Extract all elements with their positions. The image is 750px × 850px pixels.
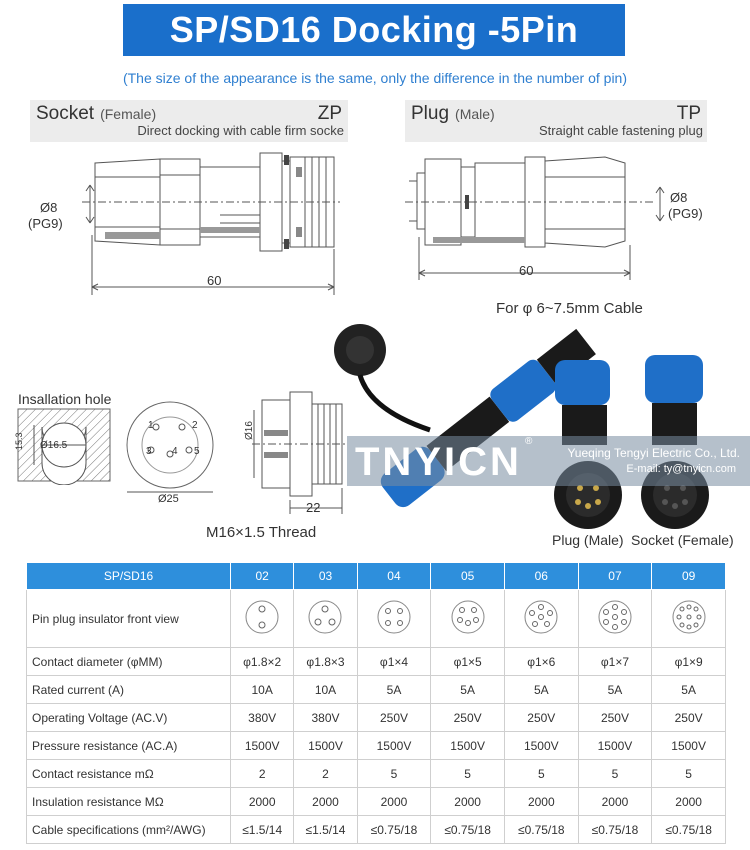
photo-plug-label: Plug (Male) — [552, 532, 624, 548]
spec-cell: 5A — [504, 676, 578, 704]
spec-cell: ≤1.5/14 — [294, 816, 357, 844]
plug-gender: (Male) — [455, 106, 495, 122]
cable-note: For φ 6~7.5mm Cable — [496, 300, 643, 317]
spec-cell: 5A — [357, 676, 431, 704]
spec-row — [27, 788, 726, 816]
socket-length: 60 — [207, 273, 222, 288]
spec-header-pins: 06 — [504, 563, 578, 590]
spec-cell: 1500V — [231, 732, 294, 760]
spec-cell: 10A — [294, 676, 357, 704]
spec-cell: 2 — [231, 760, 294, 788]
spec-cell: φ1.8×3 — [294, 648, 357, 676]
thread-dia: Ø16 — [244, 421, 255, 440]
pin-layout-09-icon — [671, 599, 707, 635]
install-height: 15.3 — [14, 432, 24, 450]
spec-cell: 250V — [357, 704, 431, 732]
spec-row-label: Contact resistance mΩ — [27, 760, 231, 788]
install-hole-dia: Ø16.5 — [40, 440, 68, 451]
photo-socket-label: Socket (Female) — [631, 532, 734, 548]
spec-header-model: SP/SD16 — [27, 563, 231, 590]
spec-cell: 250V — [504, 704, 578, 732]
face-dia: Ø25 — [158, 493, 179, 505]
spec-cell: 250V — [578, 704, 652, 732]
pin-layout-07-icon — [597, 599, 633, 635]
spec-cell: 5A — [652, 676, 726, 704]
socket-code: ZP — [317, 103, 342, 124]
front-view-05 — [431, 590, 505, 648]
spec-cell: φ1×9 — [652, 648, 726, 676]
spec-cell: 5 — [357, 760, 431, 788]
spec-cell: 2000 — [504, 788, 578, 816]
company-email: E-mail: ty@tnyicn.com — [626, 463, 736, 475]
spec-cell: 5 — [431, 760, 505, 788]
spec-cell: 1500V — [652, 732, 726, 760]
brand-watermark — [347, 436, 750, 486]
spec-cell: φ1×4 — [357, 648, 431, 676]
plug-name — [411, 103, 495, 125]
spec-header-pins: 03 — [294, 563, 357, 590]
front-view-09 — [652, 590, 726, 648]
spec-cell: 2000 — [431, 788, 505, 816]
plug-code: TP — [676, 103, 701, 124]
plug-desc: Straight cable fastening plug — [538, 123, 703, 138]
spec-cell: 1500V — [578, 732, 652, 760]
front-view-07 — [578, 590, 652, 648]
spec-cell: 1500V — [294, 732, 357, 760]
socket-drawing — [20, 145, 350, 300]
spec-row-label: Contact diameter (φMM) — [27, 648, 231, 676]
spec-cell: 2 — [294, 760, 357, 788]
pin-layout-04-icon — [376, 599, 412, 635]
spec-cell: ≤0.75/18 — [578, 816, 652, 844]
product-photo — [330, 320, 750, 550]
spec-table — [26, 562, 726, 844]
pin-4-label: 4 — [172, 446, 178, 457]
pin-1-label: 1 — [148, 420, 154, 431]
spec-cell: 2000 — [231, 788, 294, 816]
spec-cell: 380V — [231, 704, 294, 732]
spec-row-label: Rated current (A) — [27, 676, 231, 704]
spec-cell: 5A — [431, 676, 505, 704]
spec-cell: ≤1.5/14 — [231, 816, 294, 844]
subtitle: (The size of the appearance is the same, only the difference in the number of pin) — [122, 70, 628, 86]
plug-dia: Ø8 — [670, 190, 688, 205]
pin-2-label: 2 — [192, 420, 198, 431]
front-view-06 — [504, 590, 578, 648]
front-view-03 — [294, 590, 357, 648]
front-view-label: Pin plug insulator front view — [27, 590, 231, 648]
spec-header-row — [27, 563, 726, 590]
spec-cell: 1500V — [357, 732, 431, 760]
plug-name-text: Plug — [411, 103, 450, 124]
plug-drawing — [405, 145, 675, 285]
spec-cell: φ1×7 — [578, 648, 652, 676]
spec-row — [27, 704, 726, 732]
socket-header — [30, 100, 348, 142]
socket-gender: (Female) — [100, 106, 157, 122]
brand-logo: TNYICN — [355, 440, 522, 484]
install-label: Insallation hole — [18, 391, 112, 407]
plug-header — [405, 100, 707, 142]
pin-layout-02-icon — [244, 599, 280, 635]
registered-mark: ® — [525, 436, 533, 447]
pin-layout-06-icon — [523, 599, 559, 635]
spec-row — [27, 732, 726, 760]
pin-layout-03-icon — [307, 599, 343, 635]
socket-desc: Direct docking with cable firm socke — [137, 123, 344, 138]
spec-cell: 5 — [652, 760, 726, 788]
thread-len: 22 — [306, 500, 321, 515]
thread-label: M16×1.5 Thread — [206, 524, 317, 541]
socket-name-text: Socket — [36, 103, 95, 124]
page-title: SP/SD16 Docking -5Pin — [169, 9, 579, 50]
spec-cell: 2000 — [578, 788, 652, 816]
spec-cell: ≤0.75/18 — [504, 816, 578, 844]
pin-layout-05-icon — [450, 599, 486, 635]
socket-dia: Ø8 — [40, 200, 58, 215]
spec-row — [27, 760, 726, 788]
spec-header-pins: 04 — [357, 563, 431, 590]
spec-cell: 10A — [231, 676, 294, 704]
spec-cell: 5 — [578, 760, 652, 788]
spec-row-label: Operating Voltage (AC.V) — [27, 704, 231, 732]
spec-cell: 380V — [294, 704, 357, 732]
socket-name — [36, 103, 156, 125]
front-view-row — [27, 590, 726, 648]
company-name: Yueqing Tengyi Electric Co., Ltd. — [567, 446, 740, 460]
spec-cell: ≤0.75/18 — [431, 816, 505, 844]
spec-header-pins: 07 — [578, 563, 652, 590]
front-view-02 — [231, 590, 294, 648]
plug-length: 60 — [519, 263, 534, 278]
spec-cell: ≤0.75/18 — [652, 816, 726, 844]
socket-pg: (PG9) — [28, 216, 63, 231]
spec-header-pins: 02 — [231, 563, 294, 590]
spec-row — [27, 816, 726, 844]
spec-cell: 2000 — [652, 788, 726, 816]
spec-cell: φ1.8×2 — [231, 648, 294, 676]
spec-cell: 1500V — [431, 732, 505, 760]
spec-header-pins: 05 — [431, 563, 505, 590]
spec-row — [27, 648, 726, 676]
spec-cell: 2000 — [357, 788, 431, 816]
spec-cell: φ1×5 — [431, 648, 505, 676]
pin-3-label: 3 — [146, 446, 152, 457]
spec-row-label: Insulation resistance MΩ — [27, 788, 231, 816]
spec-row-label: Cable specifications (mm²/AWG) — [27, 816, 231, 844]
spec-cell: 1500V — [504, 732, 578, 760]
spec-row-label: Pressure resistance (AC.A) — [27, 732, 231, 760]
plug-pg: (PG9) — [668, 206, 703, 221]
spec-cell: 250V — [652, 704, 726, 732]
spec-header-pins: 09 — [652, 563, 726, 590]
spec-cell: 2000 — [294, 788, 357, 816]
spec-cell: ≤0.75/18 — [357, 816, 431, 844]
spec-cell: φ1×6 — [504, 648, 578, 676]
front-view-04 — [357, 590, 431, 648]
spec-cell: 5 — [504, 760, 578, 788]
spec-cell: 250V — [431, 704, 505, 732]
pin-5-label: 5 — [194, 446, 200, 457]
spec-row — [27, 676, 726, 704]
spec-cell: 5A — [578, 676, 652, 704]
page-title-banner — [123, 4, 625, 56]
